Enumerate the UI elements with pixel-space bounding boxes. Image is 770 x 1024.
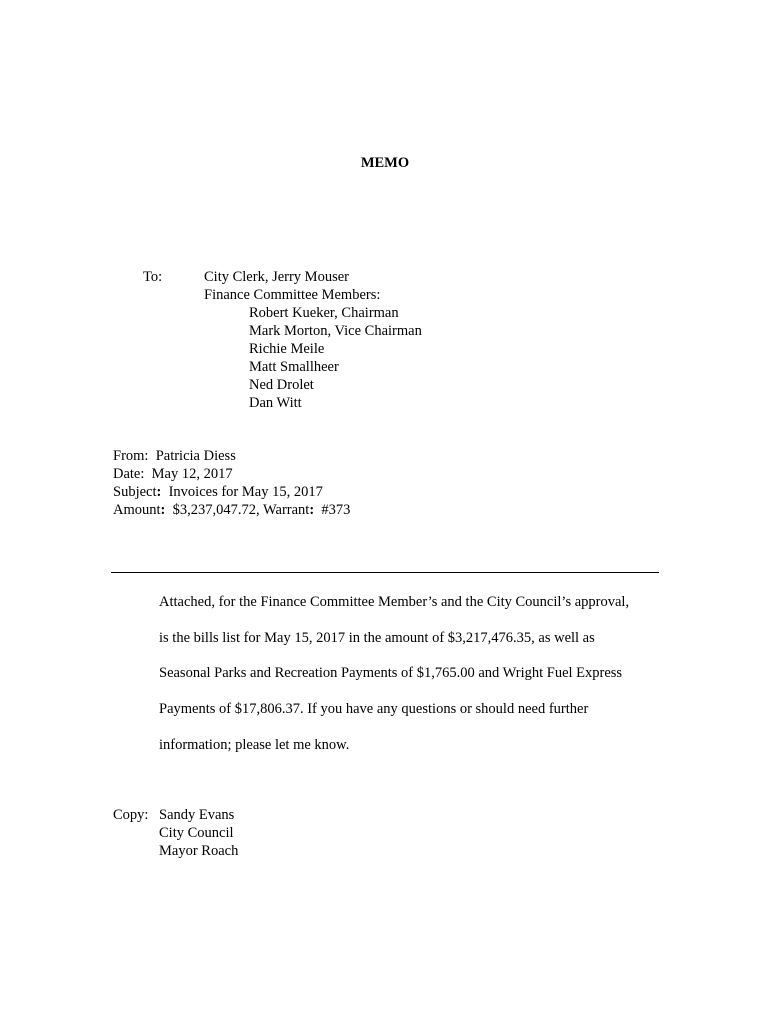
amount-value: $3,237,047.72, Warrant [172, 502, 310, 518]
body-line: information; please let me know. [159, 737, 350, 753]
warrant-colon: : [309, 502, 315, 518]
from-label: From: [113, 448, 149, 464]
to-label: To: [143, 269, 163, 285]
committee-member: Dan Witt [249, 395, 302, 411]
subject-line [113, 484, 323, 501]
subject-label: Subject [113, 484, 157, 500]
amount-label: Amount [113, 502, 161, 518]
body-line: Attached, for the Finance Committee Member’s and the City Council’s approval, [159, 594, 630, 610]
copy-label: Copy: [113, 807, 149, 823]
amount-line [113, 502, 350, 519]
date-label: Date: [113, 466, 145, 482]
copy-recipient: Sandy Evans [159, 807, 235, 823]
body-line: Seasonal Parks and Recreation Payments of $1,765.00 and Wright Fuel Express [159, 665, 623, 681]
committee-member: Matt Smallheer [249, 359, 339, 375]
body-line: is the bills list for May 15, 2017 in the amount of $3,217,476.35, as well as [159, 630, 595, 646]
copy-recipient: Mayor Roach [159, 843, 239, 859]
subject-colon: : [156, 484, 162, 500]
committee-member: Robert Kueker, Chairman [249, 305, 399, 321]
to-recipient-committee: Finance Committee Members: [204, 287, 381, 303]
divider-rule [111, 572, 659, 573]
memo-title: MEMO [360, 155, 410, 171]
subject-value: Invoices for May 15, 2017 [168, 484, 323, 500]
body-line: Payments of $17,806.37. If you have any questions or should need further [159, 701, 589, 717]
committee-member: Ned Drolet [249, 377, 314, 393]
from-value: Patricia Diess [155, 448, 236, 464]
committee-member: Mark Morton, Vice Chairman [249, 323, 422, 339]
from-line [113, 448, 236, 465]
amount-colon: : [160, 502, 166, 518]
to-recipient-clerk: City Clerk, Jerry Mouser [204, 269, 349, 285]
date-line [113, 466, 233, 483]
date-value: May 12, 2017 [151, 466, 233, 482]
committee-member: Richie Meile [249, 341, 325, 357]
warrant-number: #373 [321, 502, 351, 518]
copy-recipient: City Council [159, 825, 234, 841]
